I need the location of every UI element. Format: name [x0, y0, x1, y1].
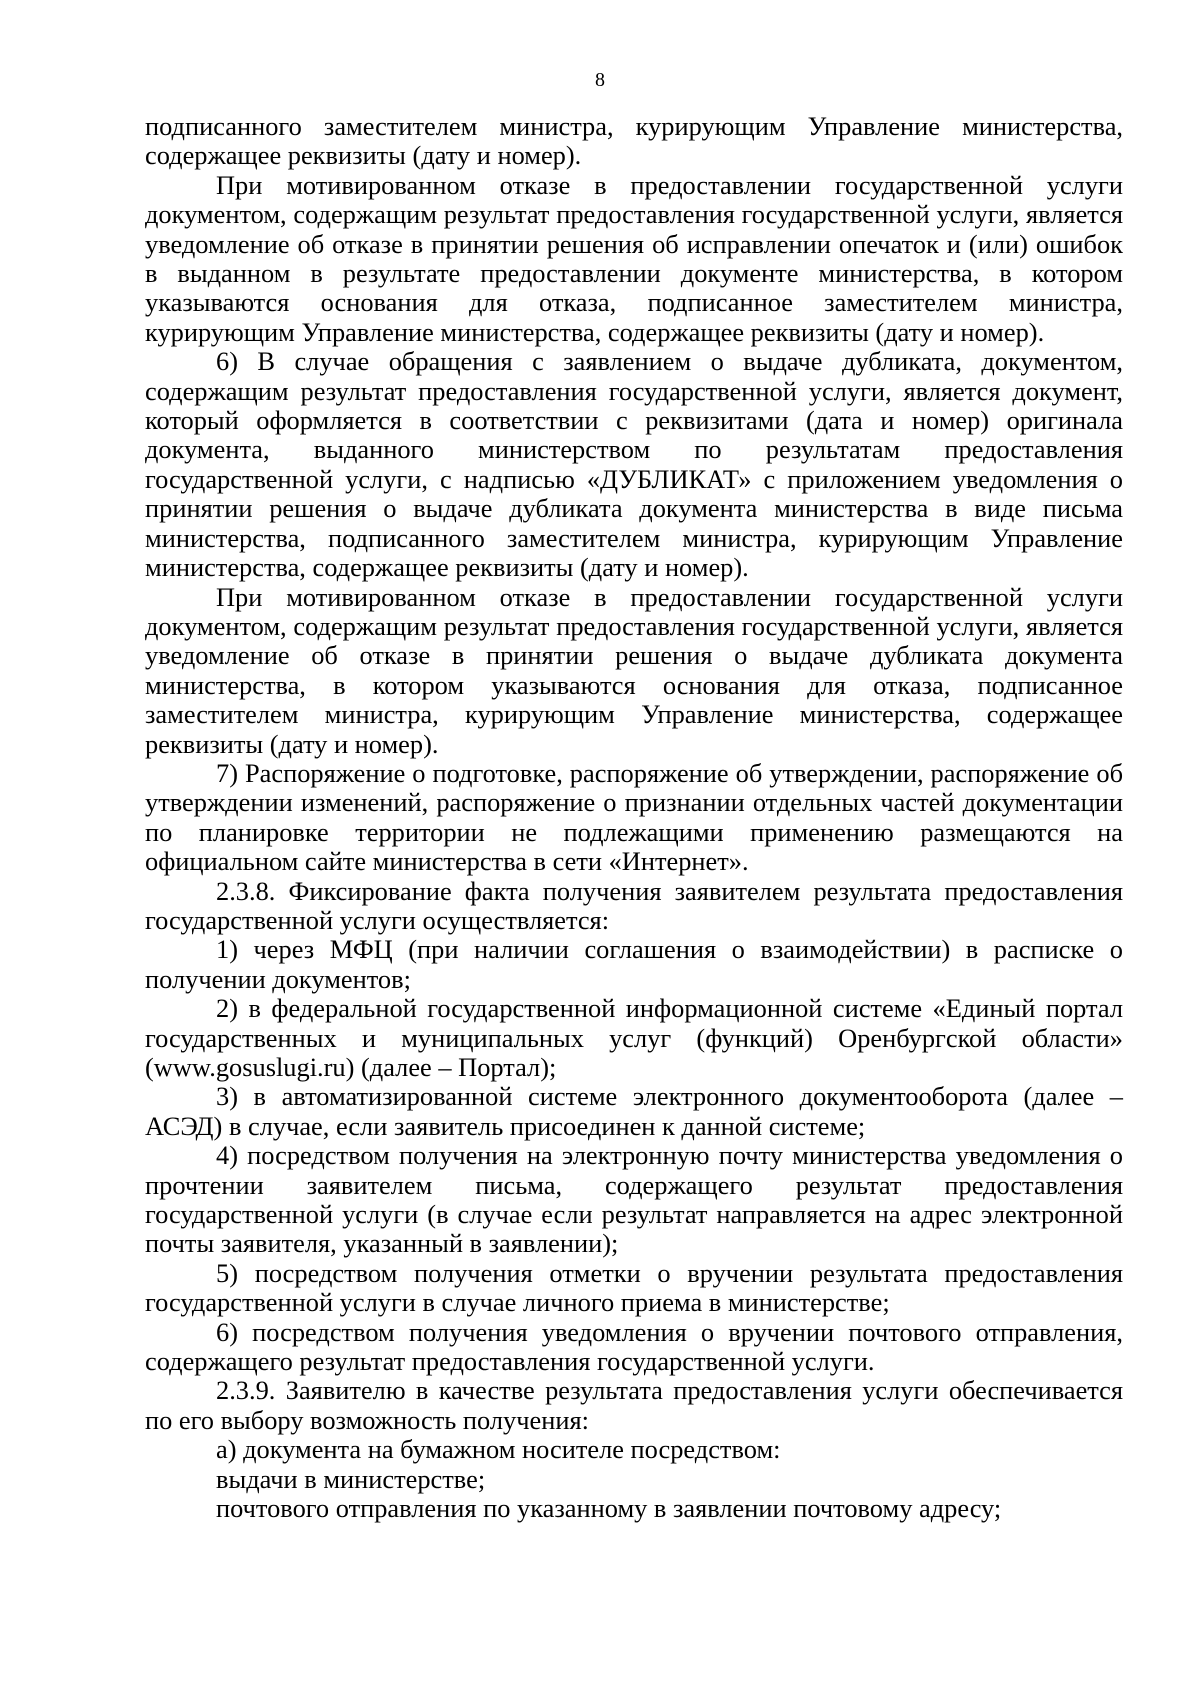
paragraph: подписанного заместителем министра, курирующим Управление министерства, содержащее реквизиты (дату и номер).: [145, 111, 1123, 171]
paragraph: 3) в автоматизированной системе электронного документооборота (далее – АСЭД) в случае, если заявитель присоединен к данной системе;: [145, 1081, 1123, 1141]
paragraph: 2.3.9. Заявителю в качестве результата предоставления услуги обеспечивается по его выбору возможность получения:: [145, 1375, 1123, 1435]
paragraph: почтового отправления по указанному в заявлении почтовому адресу;: [216, 1493, 1002, 1524]
paragraph: При мотивированном отказе в предоставлении государственной услуги документом, содержащим результат предоставления государственной услуги, является уведомление об отказе в принятии решения об исправлении опечаток и (или) ошибок в выданном в результате предоставлении документе министерства, в котором указываются основания для отказа, подписанное заместителем министра, курирующим Управление министерства, содержащее реквизиты (дату и номер).: [145, 169, 1123, 347]
paragraph: 7) Распоряжение о подготовке, распоряжение об утверждении, распоряжение об утверждении изменений, распоряжение о признании отдельных частей документации по планировке территории не подлежащими применению размещаются на официальном сайте министерства в сети «Интернет».: [145, 757, 1123, 877]
paragraph: выдачи в министерстве;: [216, 1463, 486, 1494]
document-body: [145, 112, 1123, 1524]
paragraph: 2.3.8. Фиксирование факта получения заявителем результата предоставления государственной услуги осуществляется:: [145, 875, 1123, 935]
paragraph: При мотивированном отказе в предоставлении государственной услуги документом, содержащим результат предоставления государственной услуги, является уведомление об отказе в принятии решения о выдаче дубликата документа министерства, в котором указываются основания для отказа, подписанное заместителем министра, курирующим Управление министерства, содержащее реквизиты (дату и номер).: [145, 581, 1123, 759]
paragraph: 4) посредством получения на электронную почту министерства уведомления о прочтении заявителем письма, содержащего результат предоставления государственной услуги (в случае если результат направляется на адрес электронной почты заявителя, указанный в заявлении);: [145, 1140, 1123, 1259]
page-number: 8: [595, 69, 605, 91]
paragraph: а) документа на бумажном носителе посредством:: [216, 1434, 781, 1465]
paragraph: 2) в федеральной государственной информационной системе «Единый портал государственных и муниципальных услуг (функций) Оренбургской области» (www.gosuslugi.ru) (далее – Портал);: [145, 993, 1123, 1082]
paragraph: 1) через МФЦ (при наличии соглашения о взаимодействии) в расписке о получении документов;: [145, 934, 1123, 994]
paragraph: 6) В случае обращения с заявлением о выдаче дубликата, документом, содержащим результат предоставления государственной услуги, является документ, который оформляется в соответствии с реквизитами (дата и номер) оригинала документа, выданного министерством по результатам предоставления государственной услуги, с надписью «ДУБЛИКАТ» с приложением уведомления о принятии решения о выдаче дубликата документа министерства в виде письма министерства, подписанного заместителем министра, курирующим Управление министерства, содержащее реквизиты (дату и номер).: [145, 346, 1123, 583]
paragraph: 6) посредством получения уведомления о вручении почтового отправления, содержащего результат предоставления государственной услуги.: [145, 1316, 1123, 1377]
paragraph: 5) посредством получения отметки о вручении результата предоставления государственной услуги в случае личного приема в министерстве;: [145, 1257, 1123, 1318]
